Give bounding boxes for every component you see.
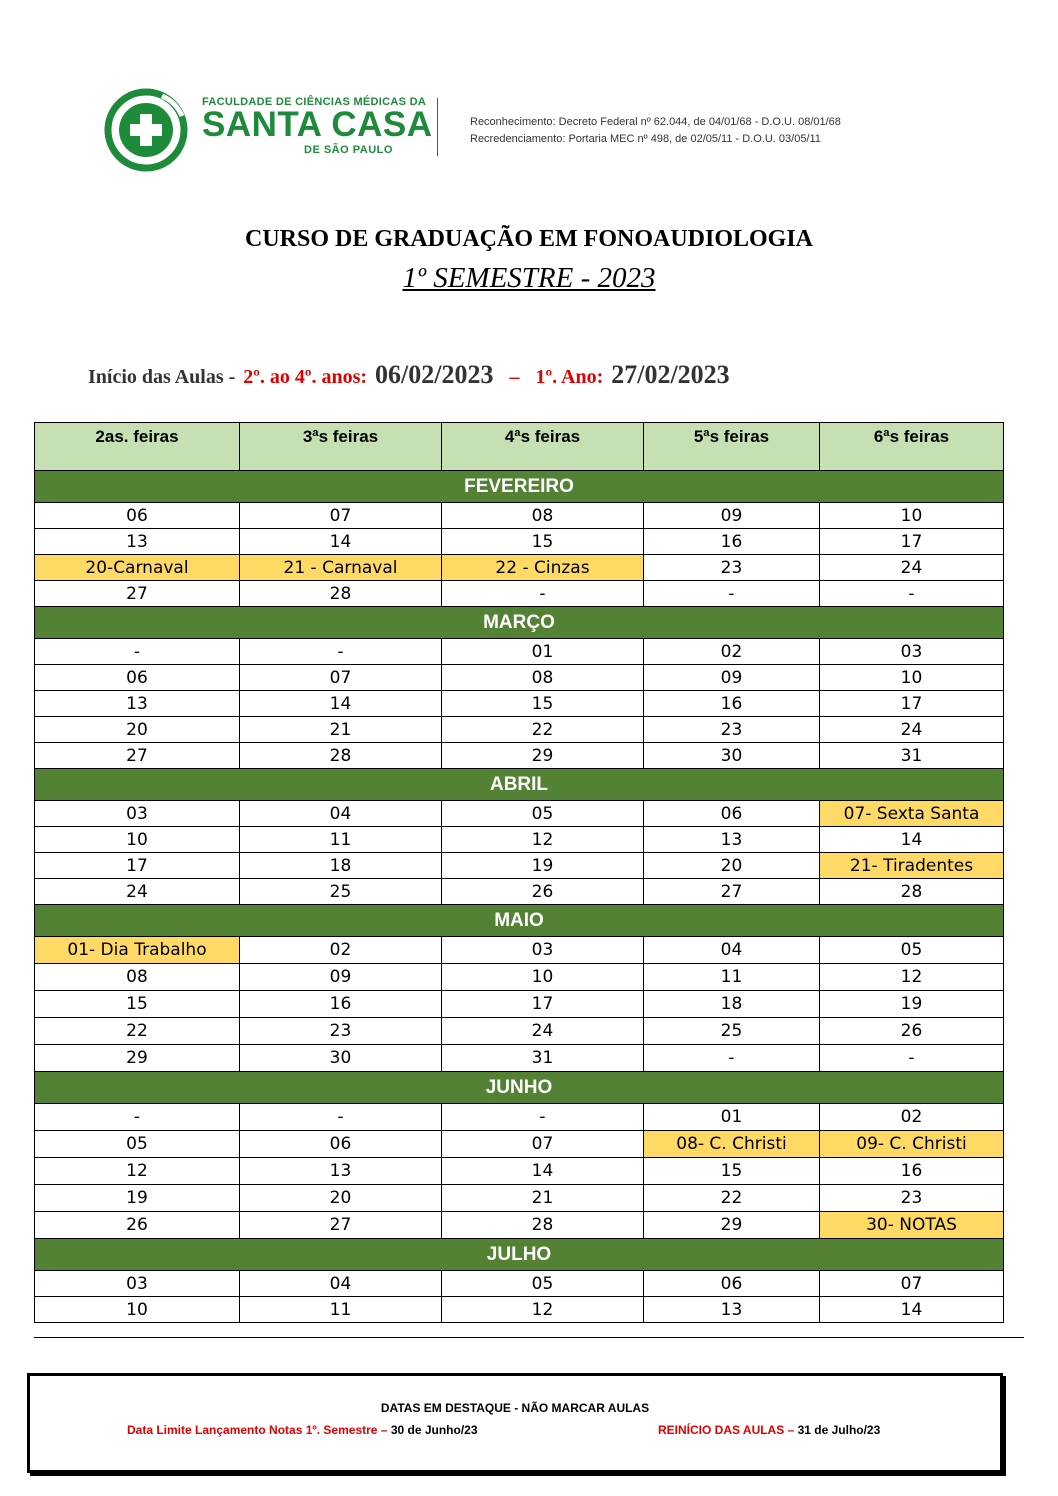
notes-label: Data Limite Lançamento Notas 1º. Semestre – (127, 1423, 388, 1437)
day-cell: 14 (442, 1158, 644, 1185)
day-cell: 25 (644, 1018, 820, 1045)
day-cell: 01 (644, 1104, 820, 1131)
column-header: 2as. feiras (35, 423, 240, 471)
holiday-cell: 21 - Carnaval (240, 555, 442, 581)
santa-casa-logo-icon (104, 88, 188, 172)
day-cell: 13 (240, 1158, 442, 1185)
notes-date: 30 de Junho/23 (387, 1423, 478, 1437)
day-cell: 18 (240, 853, 442, 879)
month-row (35, 769, 1004, 801)
day-cell: 15 (35, 991, 240, 1018)
month-row (35, 1239, 1004, 1271)
day-cell: 19 (820, 991, 1004, 1018)
month-row (35, 471, 1004, 503)
day-cell: 31 (820, 743, 1004, 769)
day-cell: 10 (35, 827, 240, 853)
day-cell: 05 (820, 937, 1004, 964)
day-cell: 06 (644, 1271, 820, 1297)
week-row (35, 964, 1004, 991)
day-cell: 13 (644, 1297, 820, 1323)
day-cell: 28 (820, 879, 1004, 905)
day-cell: 05 (442, 1271, 644, 1297)
week-row (35, 743, 1004, 769)
day-cell: 05 (35, 1131, 240, 1158)
day-cell: 22 (442, 717, 644, 743)
week-row (35, 991, 1004, 1018)
brand-name-text: SANTA CASA (202, 105, 433, 144)
day-cell: 11 (644, 964, 820, 991)
day-cell: 14 (820, 827, 1004, 853)
day-cell: 12 (35, 1158, 240, 1185)
day-cell: 02 (644, 639, 820, 665)
brand-top-text: FACULDADE DE CIÊNCIAS MÉDICAS DA (202, 96, 427, 108)
day-cell: 24 (35, 879, 240, 905)
day-cell: - (35, 639, 240, 665)
day-cell: 23 (644, 717, 820, 743)
day-cell: 16 (644, 691, 820, 717)
day-cell: 31 (442, 1045, 644, 1072)
day-cell: 12 (442, 827, 644, 853)
day-cell: 07 (240, 665, 442, 691)
week-row (35, 503, 1004, 529)
day-cell: 16 (820, 1158, 1004, 1185)
day-cell: 30 (644, 743, 820, 769)
week-row (35, 1158, 1004, 1185)
day-cell: 27 (35, 581, 240, 607)
day-cell: 19 (442, 853, 644, 879)
holiday-cell: 30- NOTAS (820, 1212, 1004, 1239)
day-cell: 02 (820, 1104, 1004, 1131)
column-header: 4ªs feiras (442, 423, 644, 471)
day-cell: 20 (240, 1185, 442, 1212)
day-cell: 11 (240, 827, 442, 853)
day-cell: 20 (644, 853, 820, 879)
week-row (35, 1271, 1004, 1297)
week-row (35, 1212, 1004, 1239)
day-cell: - (820, 581, 1004, 607)
day-cell: 19 (35, 1185, 240, 1212)
day-cell: - (35, 1104, 240, 1131)
day-cell: 17 (820, 529, 1004, 555)
header-divider (437, 98, 438, 156)
day-cell: 10 (442, 964, 644, 991)
day-cell: 08 (35, 964, 240, 991)
day-cell: 21 (442, 1185, 644, 1212)
day-cell: 03 (442, 937, 644, 964)
group1-date: 06/02/2023 (375, 360, 494, 389)
month-row (35, 607, 1004, 639)
day-cell: 17 (442, 991, 644, 1018)
day-cell: 06 (644, 801, 820, 827)
day-cell: 23 (644, 555, 820, 581)
holiday-cell: 08- C. Christi (644, 1131, 820, 1158)
day-cell: 14 (240, 529, 442, 555)
day-cell: 26 (442, 879, 644, 905)
day-cell: 14 (820, 1297, 1004, 1323)
holiday-cell: 07- Sexta Santa (820, 801, 1004, 827)
day-cell: 01 (442, 639, 644, 665)
week-row (35, 665, 1004, 691)
footer-restart (658, 1423, 880, 1437)
day-cell: 14 (240, 691, 442, 717)
recognition-line-2: Recredenciamento: Portaria MEC nº 498, de 02/05/11 - D.O.U. 03/05/11 (470, 133, 821, 145)
day-cell: 12 (820, 964, 1004, 991)
restart-date: 31 de Julho/23 (794, 1423, 881, 1437)
day-cell: 29 (35, 1045, 240, 1072)
day-cell: 16 (644, 529, 820, 555)
day-cell: 23 (240, 1018, 442, 1045)
day-cell: 24 (820, 717, 1004, 743)
group1-label: 2º. ao 4º. anos: (243, 366, 368, 388)
day-cell: 25 (240, 879, 442, 905)
day-cell: 08 (442, 503, 644, 529)
day-cell: - (240, 639, 442, 665)
holiday-cell: 01- Dia Trabalho (35, 937, 240, 964)
month-label: FEVEREIRO (35, 471, 1004, 503)
day-cell: 27 (240, 1212, 442, 1239)
day-cell: 03 (35, 801, 240, 827)
footer-highlight-note: DATAS EM DESTAQUE - NÃO MARCAR AULAS (380, 1401, 650, 1415)
day-cell: 05 (442, 801, 644, 827)
day-cell: 13 (35, 691, 240, 717)
day-cell: 09 (644, 665, 820, 691)
holiday-cell: 22 - Cinzas (442, 555, 644, 581)
month-label: JUNHO (35, 1072, 1004, 1104)
day-cell: 11 (240, 1297, 442, 1323)
month-row (35, 1072, 1004, 1104)
day-cell: 18 (644, 991, 820, 1018)
column-header: 6ªs feiras (820, 423, 1004, 471)
day-cell: - (644, 1045, 820, 1072)
week-row (35, 879, 1004, 905)
day-cell: 06 (35, 503, 240, 529)
month-label: MARÇO (35, 607, 1004, 639)
month-row (35, 905, 1004, 937)
day-cell: 13 (644, 827, 820, 853)
week-row (35, 555, 1004, 581)
week-row (35, 937, 1004, 964)
inicio-label: Início das Aulas - (88, 366, 236, 388)
brand-bottom-text: DE SÃO PAULO (304, 144, 393, 156)
table-bottom-rule (34, 1337, 1024, 1338)
day-cell: 15 (442, 691, 644, 717)
day-cell: 29 (644, 1212, 820, 1239)
day-cell: 24 (820, 555, 1004, 581)
day-cell: 21 (240, 717, 442, 743)
day-cell: 13 (35, 529, 240, 555)
inicio-separator: – (509, 366, 520, 388)
week-row (35, 1104, 1004, 1131)
day-cell: - (442, 1104, 644, 1131)
day-cell: 04 (240, 1271, 442, 1297)
week-row (35, 717, 1004, 743)
day-cell: 15 (442, 529, 644, 555)
column-header: 5ªs feiras (644, 423, 820, 471)
day-cell: 23 (820, 1185, 1004, 1212)
footer-notes-deadline (127, 1423, 478, 1437)
day-cell: 02 (240, 937, 442, 964)
day-cell: 07 (442, 1131, 644, 1158)
brand-block (202, 96, 433, 156)
group2-label: 1º. Ano: (535, 366, 604, 388)
day-cell: - (240, 1104, 442, 1131)
group2-date: 27/02/2023 (611, 360, 730, 389)
day-cell: 03 (820, 639, 1004, 665)
week-row (35, 801, 1004, 827)
day-cell: 04 (240, 801, 442, 827)
day-cell: 09 (644, 503, 820, 529)
day-cell: 29 (442, 743, 644, 769)
day-cell: 27 (644, 879, 820, 905)
day-cell: 28 (240, 581, 442, 607)
page-title: CURSO DE GRADUAÇÃO EM FONOAUDIOLOGIA (244, 226, 814, 252)
header-row (35, 423, 1004, 471)
day-cell: 20 (35, 717, 240, 743)
week-row (35, 1297, 1004, 1323)
day-cell: 28 (240, 743, 442, 769)
week-row (35, 581, 1004, 607)
footer-box (27, 1373, 1003, 1473)
day-cell: 07 (820, 1271, 1004, 1297)
day-cell: - (442, 581, 644, 607)
week-row (35, 1018, 1004, 1045)
day-cell: 16 (240, 991, 442, 1018)
page-subtitle: 1º SEMESTRE - 2023 (402, 262, 656, 294)
day-cell: - (820, 1045, 1004, 1072)
day-cell: 10 (820, 665, 1004, 691)
holiday-cell: 20-Carnaval (35, 555, 240, 581)
month-label: JULHO (35, 1239, 1004, 1271)
week-row (35, 1131, 1004, 1158)
holiday-cell: 09- C. Christi (820, 1131, 1004, 1158)
column-header: 3ªs feiras (240, 423, 442, 471)
calendar-table (34, 422, 1004, 1323)
day-cell: 04 (644, 937, 820, 964)
day-cell: 06 (240, 1131, 442, 1158)
day-cell: 06 (35, 665, 240, 691)
day-cell: 07 (240, 503, 442, 529)
day-cell: 10 (820, 503, 1004, 529)
month-label: MAIO (35, 905, 1004, 937)
week-row (35, 691, 1004, 717)
day-cell: 15 (644, 1158, 820, 1185)
week-row (35, 639, 1004, 665)
inicio-aulas-line (88, 360, 730, 390)
day-cell: 22 (35, 1018, 240, 1045)
day-cell: 26 (35, 1212, 240, 1239)
month-label: ABRIL (35, 769, 1004, 801)
week-row (35, 529, 1004, 555)
day-cell: 28 (442, 1212, 644, 1239)
day-cell: 10 (35, 1297, 240, 1323)
day-cell: 17 (35, 853, 240, 879)
holiday-cell: 21- Tiradentes (820, 853, 1004, 879)
day-cell: 12 (442, 1297, 644, 1323)
day-cell: 09 (240, 964, 442, 991)
restart-label: REINÍCIO DAS AULAS – (658, 1423, 795, 1437)
recognition-text (470, 114, 841, 148)
recognition-line-1: Reconhecimento: Decreto Federal nº 62.044, de 04/01/68 - D.O.U. 08/01/68 (470, 116, 841, 128)
week-row (35, 853, 1004, 879)
day-cell: - (644, 581, 820, 607)
day-cell: 27 (35, 743, 240, 769)
week-row (35, 827, 1004, 853)
week-row (35, 1185, 1004, 1212)
day-cell: 03 (35, 1271, 240, 1297)
day-cell: 24 (442, 1018, 644, 1045)
day-cell: 08 (442, 665, 644, 691)
day-cell: 30 (240, 1045, 442, 1072)
week-row (35, 1045, 1004, 1072)
day-cell: 26 (820, 1018, 1004, 1045)
day-cell: 17 (820, 691, 1004, 717)
day-cell: 22 (644, 1185, 820, 1212)
